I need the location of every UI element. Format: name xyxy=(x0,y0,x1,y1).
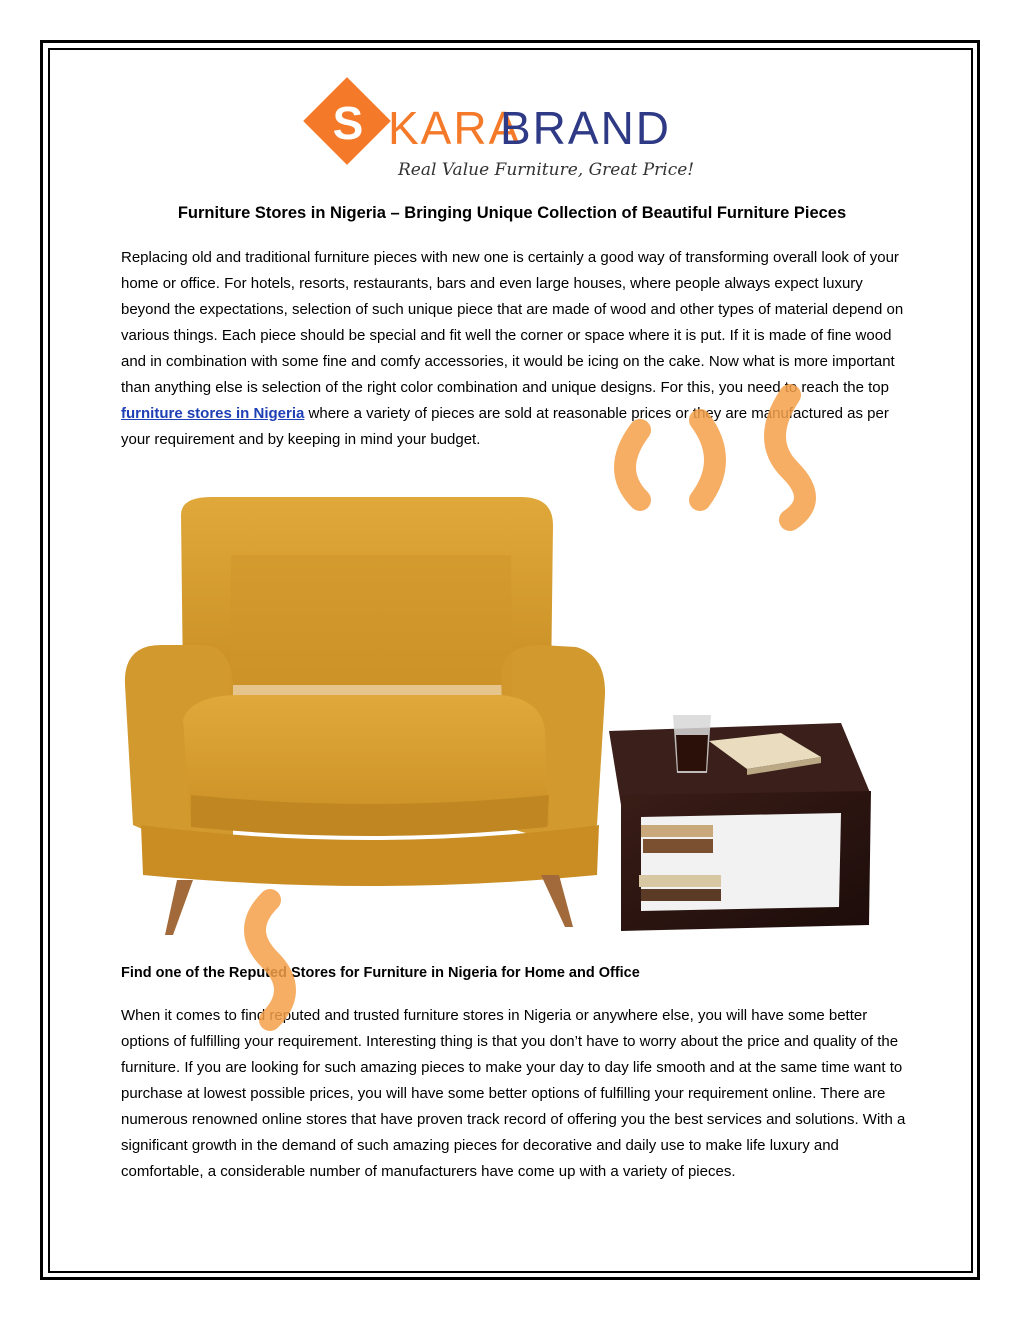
furniture-stores-link[interactable]: furniture stores in Nigeria xyxy=(121,405,305,422)
logo-tagline: Real Value Furniture, Great Price! xyxy=(398,160,695,180)
skarabrand-logo xyxy=(300,82,730,192)
armchair-leg xyxy=(165,880,193,935)
intro-paragraph xyxy=(121,245,906,453)
intro-text-end: where a variety of pieces are sold at reasonable prices or they are manufactured as per your requirement and by keeping in mind your budget. xyxy=(121,405,889,448)
intro-text-start: Replacing old and traditional furniture pieces with new one is certainly a good way of transforming overall look of your home or office. For hotels, resorts, restaurants, bars and even large houses, where people always expect luxury beyond the expectations, selection of such unique piece that are made of wood and other types of material depend on various things. Each piece should be special and fit well the corner or space where it is put. If it is made of fine wood and in combination with some fine and comfy accessories, it would be icing on the cake. Now what is more important than anything else is selection of the right color combination and unique designs. For this, you need to reach the top xyxy=(121,249,904,396)
logo-mark-letter: S xyxy=(332,97,364,149)
armchair-product-photo xyxy=(121,495,881,942)
armchair-leg xyxy=(541,875,573,927)
section-subheading: Find one of the Reputed Stores for Furniture in Nigeria for Home and Office xyxy=(121,965,640,981)
logo-brand-part2: BRAND xyxy=(500,102,672,154)
logo-brand-part1: KARA xyxy=(388,102,522,154)
article-title: Furniture Stores in Nigeria – Bringing Unique Collection of Beautiful Furniture Pieces xyxy=(177,204,847,222)
books-on-shelf xyxy=(641,825,713,837)
body-paragraph: When it comes to find reputed and trusted furniture stores in Nigeria or anywhere else, you will have some better options of fulfilling your requirement. Interesting thing is that you don’t have to worry about the price and quality of the furniture. If you are looking for such amazing pieces to make your day to day life smooth and at the same time want to purchase at lowest possible prices, you will have some better options of fulfilling your requirement online. There are numerous renowned online stores that have proven track record of offering you the best services and solutions. With a significant growth in the demand of such amazing pieces for decorative and daily use to make life luxury and comfortable, a considerable number of manufacturers have come up with a variety of pieces. xyxy=(121,1007,906,1180)
